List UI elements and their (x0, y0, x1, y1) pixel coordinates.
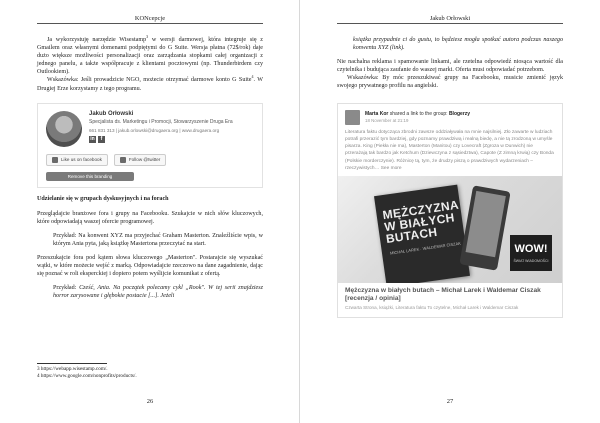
example-masterton: Przykład: Na konwent XYZ ma przyjechać Graham Masterton. Znaleźliście wpis, w którym Ania pyta, jaką książkę Mastertona przeczytać na start. (53, 232, 263, 247)
facebook-icon[interactable]: f (98, 136, 105, 143)
follow-twitter-button[interactable]: Follow @twitter (114, 154, 166, 166)
paragraph-forums: Przeglądajcie branżowe fora i grupy na Facebooku. Szukajcie w nich słów kluczowych, które odpowiadają waszej ofercie programowej. (37, 210, 263, 225)
footnote-3: 3 https://webapp.wisestamp.com/. (37, 366, 108, 372)
fb-post-image[interactable] (338, 176, 562, 283)
example-reply: Przykład: Cześć, Ania. Na początek polecamy cykl „Rook". W tej serii znajdziesz horror zarysowane i głębokie postacie [...]. Jeżeli (53, 285, 263, 300)
email-signature-card (37, 103, 263, 188)
page-number-right: 27 (446, 398, 454, 405)
right-page (300, 0, 600, 423)
signature-role: Specjalista ds. Marketingu i Promocji, Stowarzyszenie Druga Era (89, 118, 233, 125)
signature-name: Jakub Orłowski (89, 110, 134, 117)
twitter-icon (120, 157, 126, 163)
example-reply-continued: książka przypadnie ci do gustu, to będziesz mogła spotkać autora podczas naszego konwentu XYZ (link). (353, 37, 563, 52)
facebook-icon (52, 157, 58, 163)
wow-badge: WOW! ŚWIAT WIADOMOŚCI (510, 235, 552, 271)
paragraph-search-forums: Przeszukajcie fora pod kątem słowa kluczowego „Masterton". Postarajcie się wyszukać wątki, w które możecie wejść z marką. Odpowiadajcie rzeczowo na dane zagadnienie, dając się poznać w roli eksperckiej i dopiero potem wyślijcie komunikat z ofertą. (37, 255, 263, 278)
remove-branding-button[interactable]: Remove this branding (46, 172, 134, 181)
section-heading: Udzielanie się w grupach dyskusyjnych i na forach (37, 195, 169, 202)
linkedin-icon[interactable]: in (90, 135, 95, 142)
facebook-post (337, 103, 563, 318)
wow-subtitle: ŚWIAT WIADOMOŚCI (513, 259, 549, 264)
fb-post-author: Marta Kor shared a link to the group: Blogerzy (365, 111, 471, 118)
page-number-left: 26 (146, 398, 154, 405)
signature-contact: 661 831 313 | jakub.orlowski@drugaera.org | www.drugaera.org (89, 127, 220, 133)
like-facebook-button[interactable]: Like us on facebook (46, 154, 108, 166)
fb-avatar (345, 110, 360, 125)
fb-post-date: 18 November at 21:19 (365, 118, 409, 124)
footnote-rule (37, 363, 107, 364)
book-cover: MĘŻCZYZNA W BIAŁYCH BUTACH MICHAŁ LAREK · WALDEMAR CISZAK (374, 185, 470, 283)
right-page-header: Jakub Orłowski (337, 0, 563, 24)
paragraph-ngo-tip: Wskazówka: Jeśli prowadzicie NGO, możecie otrzymać darmowe konto G Suite$^4$. W Drugiej Erze korzystamy z tego programu. (37, 74, 263, 92)
fb-link-description: Czwarta Strona, książki, Literatura faktu To czytelne, Michał Larek i Waldemar Ciszak (345, 305, 519, 311)
paragraph-wisestamp: Ja wykorzystuję narzędzie Wisestamp$^3$ w wersji darmowej, która integruje się z Gmailem oraz własnymi domenami podpiętymi do G Suite. Wersja płatna (72$/rok) daje dużo większe możliwości personalizacji oraz zarządzania stopkami całej organizacji z jednego panelu, a także współpracuje z klientami pocztowymi (np. Thunderbirdem czy Outlookiem). (37, 33, 264, 76)
footnote-4: 4 https://www.google.com/nonprofits/products/. (37, 373, 137, 379)
paragraph-language-tip: Wskazówka: By móc przeszukiwać grupy na Facebooku, musicie zmienić język swojego prywatnego profilu na angielski. (337, 75, 563, 90)
fb-link-title[interactable]: Mężczyzna w białych butach – Michał Larek i Waldemar Ciszak [recenzja / opinia] (345, 287, 541, 303)
paragraph-no-spam: Nie nachalna reklama i spamowanie linkami, ale rzetelna odpowiedź niosąca wartość dla czytelnika i budująca zaufanie do waszej marki. Oferta musi odpowiadać potrzebom. (337, 59, 563, 74)
left-page-header: KONcepcje (37, 0, 263, 24)
fb-post-text: Literatura faktu dotycząca zbrodni zawsze oddziaływała na mnie najsilniej. Zło zawarte w ludziach potrafi przerazić tym bardziej, gdy poznamy prawdziwą i realną biedę, a nie tą zrodzoną w umyśle pisarza. King (Piekła nie ma), Masterton (Manitou) czy Lovecraft (Zgroza w Dunwich) nie przerażają tak bardzo jak Ketchum (Dziewczyna z sąsiedztwa), Capote (Z zimną krwią) czy Bonda (Polskie morderczynie). Różnicę tą, tym, że drudzy piszą o prawdziwych wydarzeniach – rzeczywistych… See more (345, 129, 554, 172)
footnotes (37, 366, 263, 380)
avatar (46, 111, 82, 147)
